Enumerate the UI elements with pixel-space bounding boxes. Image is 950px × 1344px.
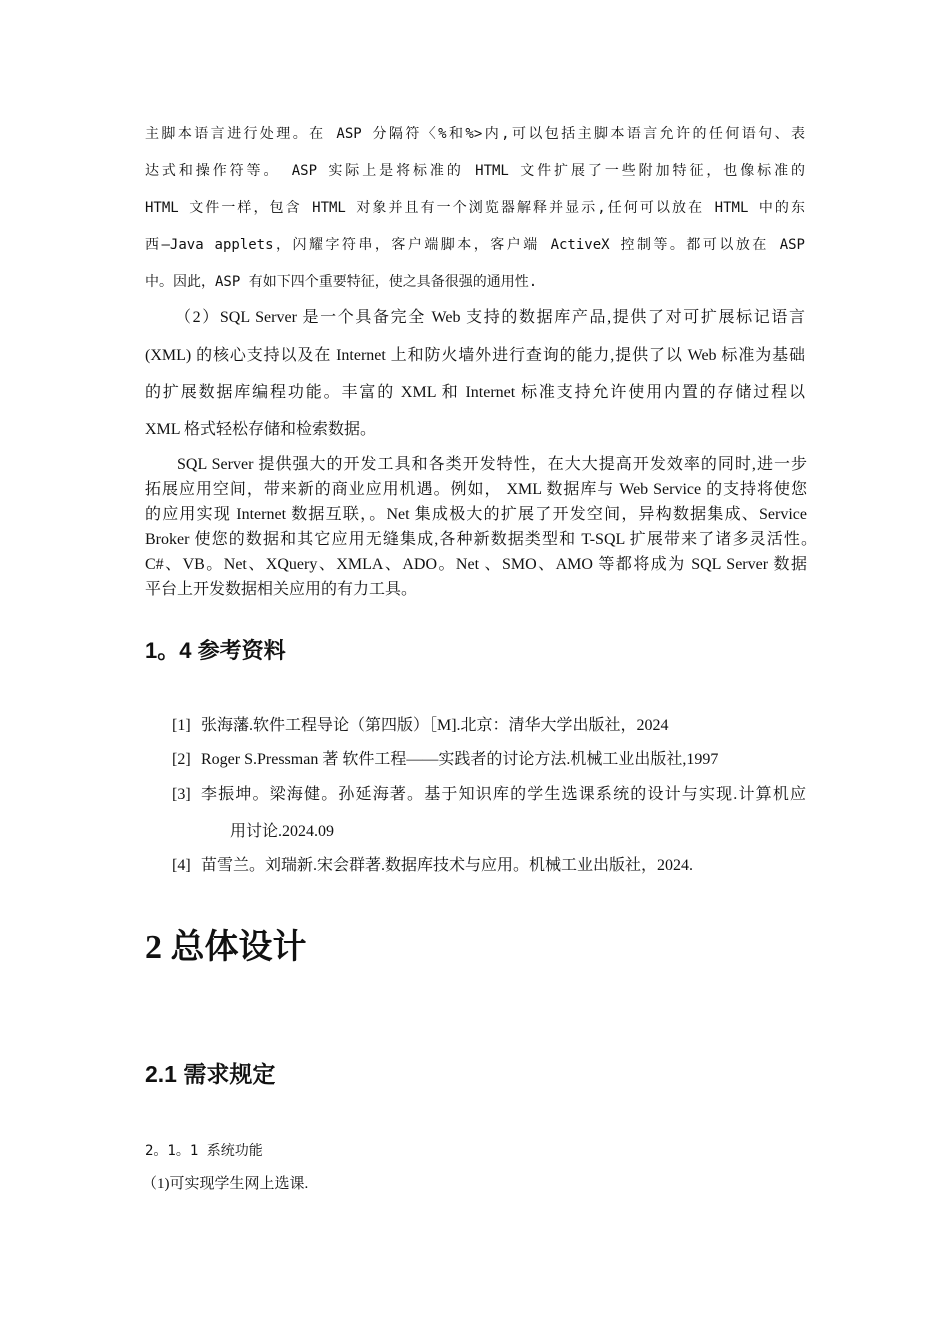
text-line: 的应用实现 Internet 数据互联，。Net 集成极大的扩展了开发空间，异构数据集成、Service bbox=[145, 506, 807, 523]
reference-text: Roger S.Pressman 著 软件工程——实践者的讨论方法.机械工业出版社,1997 bbox=[201, 751, 719, 768]
section-heading-references: 1。4 参考资料 bbox=[145, 638, 286, 663]
reference-text: 苗雪兰。刘瑞新.宋会群著.数据库技术与应用。机械工业出版社，2024. bbox=[201, 857, 694, 874]
text-line: (XML) 的核心支持以及在 Internet 上和防火墙外进行查询的能力,提供了以 Web 标准为基础 bbox=[145, 347, 805, 364]
chapter-heading: 2 总体设计 bbox=[145, 929, 307, 966]
reference-number: [1] bbox=[172, 717, 191, 734]
text-line: XML 格式轻松存储和检索数据。 bbox=[145, 421, 376, 438]
text-line: HTML 文件一样，包含 HTML 对象并且有一个浏览器解释并显示,任何可以放在 HTML 中的东 bbox=[145, 200, 805, 216]
reference-text-continued: 用讨论.2024.09 bbox=[230, 823, 335, 840]
subsection-heading: 2。1。1 系统功能 bbox=[145, 1143, 263, 1159]
reference-number: [3] bbox=[172, 786, 191, 803]
text-line: （2）SQL Server 是一个具备完全 Web 支持的数据库产品,提供了对可扩展标记语言 bbox=[175, 309, 805, 326]
section-heading-requirements: 2.1 需求规定 bbox=[145, 1061, 276, 1087]
text-line: 的扩展数据库编程功能。丰富的 XML 和 Internet 标准支持允许使用内置的存储过程以 bbox=[145, 384, 805, 401]
text-line: SQL Server 提供强大的开发工具和各类开发特性，在大大提高开发效率的同时,进一步 bbox=[177, 456, 807, 473]
text-line: 中。因此，ASP 有如下四个重要特征，使之具备很强的通用性. bbox=[145, 274, 538, 290]
reference-number: [2] bbox=[172, 751, 191, 768]
reference-text: 张海藩.软件工程导论（第四版）［M].北京：清华大学出版社，2024 bbox=[201, 717, 669, 734]
text-line: 平台上开发数据相关应用的有力工具。 bbox=[145, 581, 418, 598]
text-line: 主脚本语言进行处理。在 ASP 分隔符〈%和%>内,可以包括主脚本语言允许的任何语句、表 bbox=[145, 126, 805, 142]
text-line: 西—Java applets，闪耀字符串，客户端脚本，客户端 ActiveX 控制等。都可以放在 ASP bbox=[145, 237, 805, 253]
text-line: Broker 使您的数据和其它应用无缝集成,各种新数据类型和 T-SQL 扩展带来了诸多灵活性。 bbox=[145, 531, 817, 548]
reference-number: [4] bbox=[172, 857, 191, 874]
reference-text: 李振坤。梁海健。孙延海著。基于知识库的学生选课系统的设计与实现.计算机应 bbox=[201, 786, 806, 803]
text-line: 拓展应用空间，带来新的商业应用机遇。例如， XML 数据库与 Web Service 的支持将使您 bbox=[145, 481, 807, 498]
text-line: 达式和操作符等。 ASP 实际上是将标准的 HTML 文件扩展了一些附加特征，也像标准的 bbox=[145, 163, 805, 179]
text-line: C#、VB。Net、XQuery、XMLA、ADO。Net 、SMO、AMO 等都将成为 SQL Server 数据 bbox=[145, 556, 807, 573]
function-item: （1)可实现学生网上选课. bbox=[142, 1176, 309, 1192]
